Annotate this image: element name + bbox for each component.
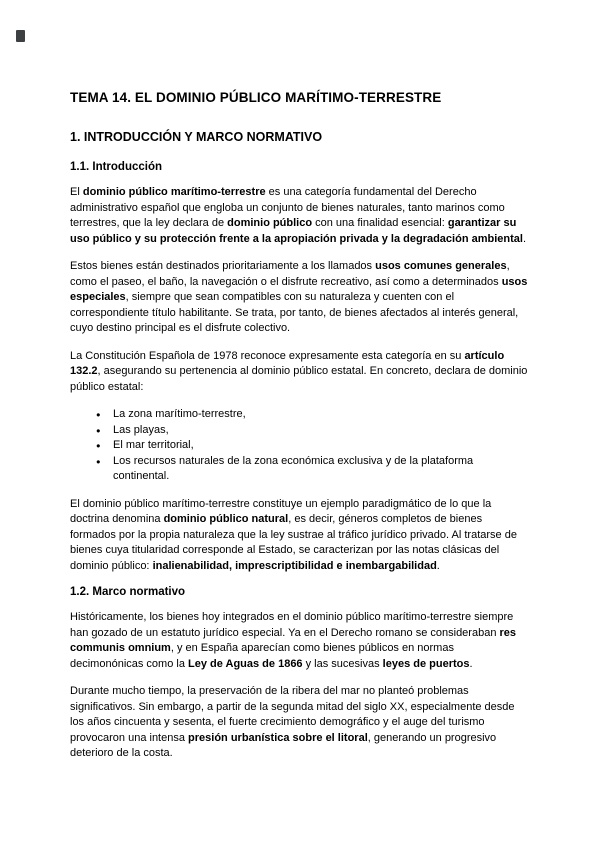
text-run: , siempre que sean compatibles con su naturaleza y cuenten con el correspondiente título habilitante. Se trata, por tanto, de bienes afectados al interés general, cuyo destino principal es el disfrute colectivo. (70, 291, 519, 334)
text-run: El dominio público marítimo-terrestre constituye un ejemplo paradigmático de lo que la doctrina denomina (70, 497, 492, 525)
paragraph-presion-urbanistica (70, 684, 530, 762)
emphasis-text-run: Ley de Aguas de 1866 (188, 657, 303, 670)
bullet-item (113, 454, 530, 485)
text-run: La zona marítimo-terrestre, (113, 408, 246, 420)
emphasis-text-run: dominio público (227, 217, 313, 229)
text-run: Las playas, (113, 423, 169, 436)
bullet-item (113, 407, 530, 423)
text-run: , generando un progresivo deterioro de la costa. (70, 731, 497, 759)
text-run: , y en España aparecían como bienes públicos en normas decimonónicas como la (70, 642, 454, 670)
text-run: El mar territorial, (113, 439, 194, 451)
text-run: Los recursos naturales de la zona económica exclusiva y de la plataforma continental. (113, 454, 474, 482)
emphasis-text-run: artículo 132.2 (70, 349, 505, 377)
text-run: , es decir, géneros completos de bienes formados por la propia naturaleza que la ley sustrae al tráfico jurídico privado. Al tratarse de bienes cuya titularidad corresponde al Estado, se caracterizan por las notas clásicas del dominio público: (70, 513, 517, 572)
text-run: es una categoría fundamental del Derecho administrativo español que engloba un conjunto de bienes naturales, tanto marinos como terrestres, que la ley declara de (70, 186, 505, 229)
text-run: Durante mucho tiempo, la preservación de la ribera del mar no planteó problemas significativos. Sin embargo, a partir de la segunda mitad del siglo XX, especialmente desde los años cincuenta y sesenta, el fuerte crecimiento demográfico y el auge del turismo provocaron una intensa (70, 685, 515, 744)
section-heading-introduccion-marco-normativo: 1. INTRODUCCIÓN Y MARCO NORMATIVO (70, 130, 323, 144)
text-run: . (469, 657, 473, 670)
paragraph-constitucion-articulo-132 (70, 349, 530, 396)
bullet-item (113, 438, 530, 454)
subsection-heading-marco-normativo: 1.2. Marco normativo (70, 586, 186, 598)
emphasis-text-run: presión urbanística sobre el litoral (188, 731, 368, 744)
text-run: . (522, 232, 527, 245)
paragraph-historia-estatuto-juridico (70, 610, 530, 672)
emphasis-text-run: dominio público marítimo-terrestre (82, 186, 266, 198)
text-run: , asegurando su pertenencia al dominio público estatal. En concreto, declara de dominio público estatal: (70, 365, 528, 393)
paragraph-definicion-dominio-publico (70, 185, 530, 247)
document-title: TEMA 14. EL DOMINIO PÚBLICO MARÍTIMO-TERRESTRE (70, 90, 442, 105)
emphasis-text-run: dominio público natural (163, 513, 289, 525)
text-run: La Constitución Española de 1978 reconoce expresamente esta categoría en su (70, 349, 465, 362)
emphasis-text-run: inalienabilidad, imprescriptibilidad e inembargabilidad (152, 559, 437, 572)
emphasis-text-run: usos comunes generales (375, 260, 507, 272)
text-run: El (70, 186, 83, 198)
text-run: con una finalidad esencial: (312, 217, 448, 229)
text-run: Históricamente, los bienes hoy integrados en el dominio público marítimo-terrestre siempre han gozado de un estatuto jurídico especial. Ya en el Derecho romano se consideraban (70, 611, 514, 639)
emphasis-text-run: res communis omnium (70, 626, 517, 654)
text-run: Estos bienes están destinados prioritariamente a los llamados (70, 260, 376, 272)
paragraph-dominio-publico-natural (70, 497, 530, 575)
bullet-list-bienes-dominio-publico (70, 407, 530, 485)
page-corner-mark (16, 30, 25, 42)
emphasis-text-run: usos especiales (70, 275, 528, 303)
emphasis-text-run: garantizar su uso público y su protección frente a la apropiación privada y la degradación ambiental (70, 217, 523, 245)
bullet-item (113, 423, 530, 439)
emphasis-text-run: leyes de puertos (382, 657, 470, 670)
subsection-heading-introduccion: 1.1. Introducción (70, 161, 163, 173)
text-run: . (436, 559, 440, 572)
text-run: y las sucesivas (302, 657, 383, 670)
text-run: , como el paseo, el baño, la navegación o el disfrute recreativo, así como a determinados (70, 260, 510, 288)
paragraph-usos-comunes-especiales (70, 259, 530, 337)
